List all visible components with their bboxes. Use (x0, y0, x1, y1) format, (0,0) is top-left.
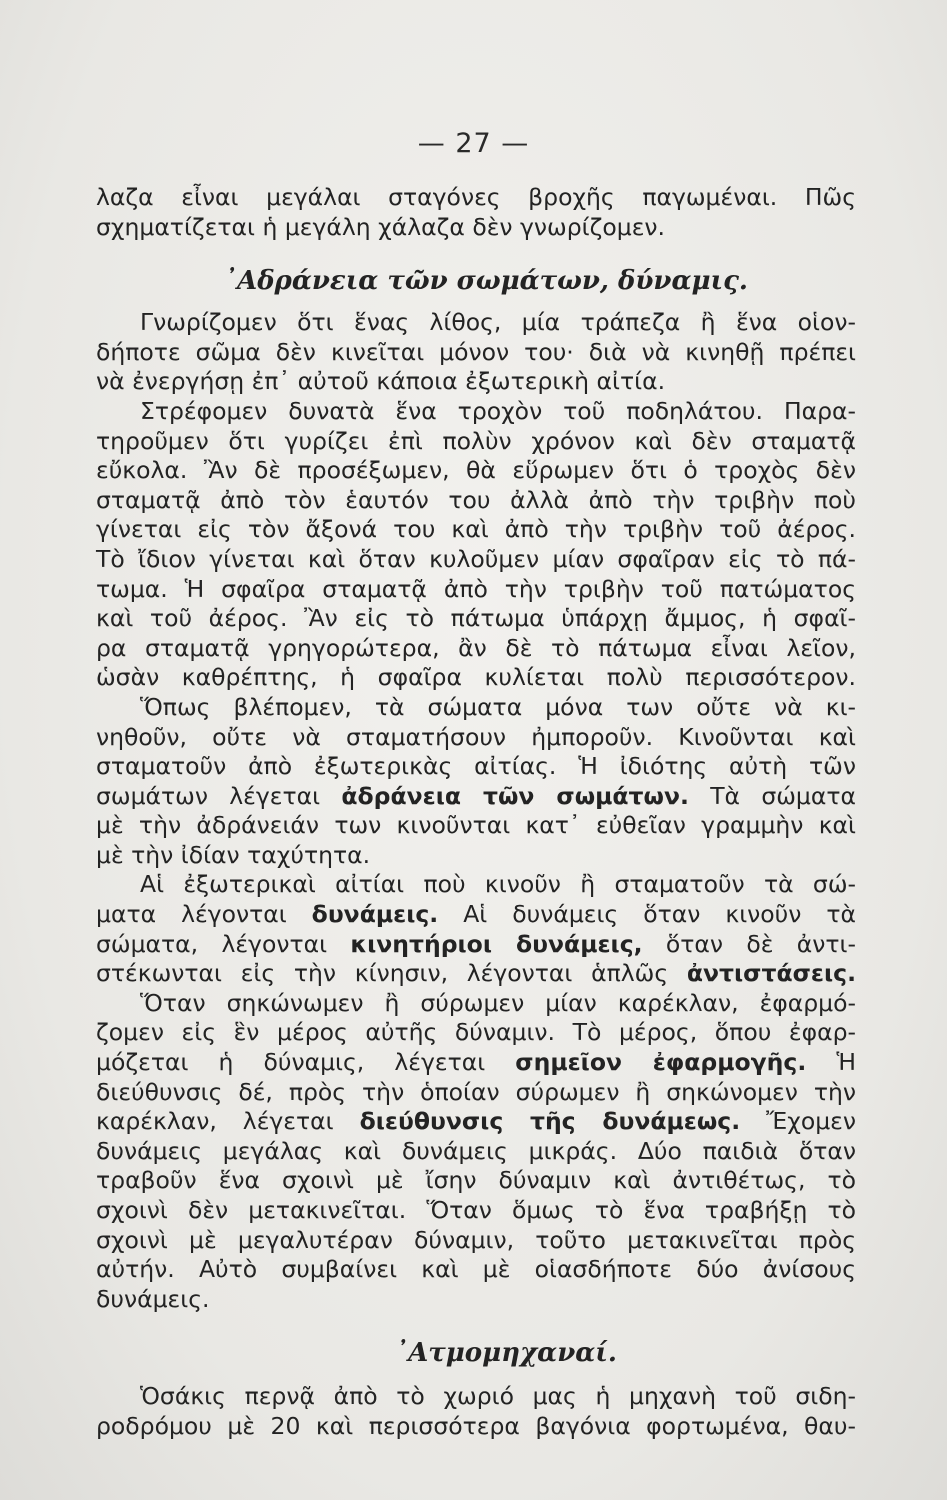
text-line: νὰ ἐνεργήσῃ ἐπ᾿ αὐτοῦ κάποια ἐξωτερικὴ αἰτία. (96, 367, 666, 396)
text-line: δήποτε σῶμα δὲν κινεῖται μόνον του· διὰ νὰ κινηθῇ πρέπει (96, 337, 856, 366)
text-line (96, 782, 856, 812)
text-line (96, 959, 856, 989)
text-run: σώματα, λέγονται (96, 929, 351, 958)
text-run: σωμάτων λέγεται (96, 781, 342, 810)
text-run: Ἡ (806, 1048, 857, 1077)
text-line: λαζα εἶναι μεγάλαι σταγόνες βροχῆς παγωμέναι. Πῶς (96, 183, 856, 211)
text-line: μὲ τὴν ἀδράνειάν των κινοῦνται κατ᾿ εὐθεῖαν γραμμὴν καὶ (96, 811, 856, 840)
text-line: σχηματίζεται ἡ μεγάλη χάλαζα δὲν γνωρίζομεν. (96, 212, 666, 241)
term-inertia: ἀδράνεια τῶν σωμάτων. (341, 781, 689, 810)
text-line: Ὁσάκις περνᾷ ἀπὸ τὸ χωριό μας ἡ μηχανὴ τοῦ σιδη- (140, 1382, 856, 1411)
term-forces: δυνάμεις. (311, 900, 439, 929)
text-line: Ὅταν σηκώνωμεν ἢ σύρωμεν μίαν καρέκλαν, ἐφαρμό- (140, 988, 856, 1017)
text-line (96, 930, 856, 960)
text-line: δυνάμεις μεγάλας καὶ δυνάμεις μικράς. Δύο παιδιὰ ὅταν (96, 1136, 856, 1165)
text-line: Ὅπως βλέπομεν, τὰ σώματα μόνα των οὔτε νὰ κι- (140, 692, 856, 721)
text-run: ματα λέγονται (96, 900, 312, 929)
text-line: Στρέφομεν δυνατὰ ἕνα τροχὸν τοῦ ποδηλάτου. Παρα- (140, 396, 856, 425)
text-run: Τὰ σώματα (688, 781, 856, 810)
text-line: τηροῦμεν ὅτι γυρίζει ἐπὶ πολὺν χρόνον καὶ δὲν σταματᾷ (96, 426, 856, 455)
text-run: Αἱ δυνάμεις ὅταν κινοῦν τὰ (438, 900, 856, 929)
text-line: διεύθυνσις δέ, πρὸς τὴν ὁποίαν σύρωμεν ἢ σηκώνομεν τὴν (96, 1077, 856, 1106)
text-run: στέκωνται εἰς τὴν κίνησιν, λέγονται ἁπλῶς (96, 959, 687, 988)
text-line: αὐτήν. Αὐτὸ συμβαίνει καὶ μὲ οἱασδήποτε δύο ἀνίσους (96, 1255, 856, 1284)
text-line: τραβοῦν ἕνα σχοινὶ μὲ ἴσην δύναμιν καὶ ἀντιθέτως, τὸ (96, 1166, 856, 1195)
term-resistances: ἀντιστάσεις. (686, 959, 856, 988)
text-line: σχοινὶ δὲν μετακινεῖται. Ὅταν ὅμως τὸ ἕνα τραβήξῃ τὸ (96, 1196, 856, 1224)
text-line: τωμα. Ἡ σφαῖρα σταματᾷ ἀπὸ τὴν τριβὴν τοῦ πατώματος (96, 574, 856, 603)
text-block (96, 183, 856, 1442)
text-line: σχοινὶ μὲ μεγαλυτέραν δύναμιν, τοῦτο μετακινεῖται πρὸς (96, 1225, 856, 1254)
section-heading-inertia: ᾿Αδράνεια τῶν σωμάτων, δύναμις. (224, 266, 748, 297)
text-line: ζομεν εἰς ἓν μέρος αὐτῆς δύναμιν. Τὸ μέρος, ὅπου ἐφαρ- (96, 1018, 856, 1047)
text-line: σταματᾷ ἀπὸ τὸν ἑαυτόν του ἀλλὰ ἀπὸ τὴν τριβὴν ποὺ (96, 485, 856, 514)
text-run: ὅταν δὲ ἀντι- (642, 929, 856, 958)
text-line: δυνάμεις. (96, 1284, 210, 1313)
text-line (96, 1107, 856, 1137)
term-motive-forces: κινητήριοι δυνάμεις, (350, 929, 643, 958)
term-direction-of-force: διεύθυνσις τῆς δυνάμεως. (359, 1107, 741, 1136)
text-line: καὶ τοῦ ἀέρος. Ἂν εἰς τὸ πάτωμα ὑπάρχῃ ἄμμος, ἡ σφαῖ- (96, 604, 856, 633)
term-point-of-application: σημεῖον ἐφαρμογῆς. (515, 1048, 807, 1077)
text-line: σταματοῦν ἀπὸ ἐξωτερικὰς αἰτίας. Ἡ ἰδιότης αὐτὴ τῶν (96, 752, 856, 781)
text-line: νηθοῦν, οὔτε νὰ σταματήσουν ἠμποροῦν. Κινοῦνται καὶ (96, 722, 856, 751)
text-line: ρα σταματᾷ γρηγορώτερα, ἂν δὲ τὸ πάτωμα εἶναι λεῖον, (96, 633, 856, 662)
text-line (96, 900, 856, 930)
text-line: μὲ τὴν ἰδίαν ταχύτητα. (96, 840, 371, 869)
text-line: ὡσὰν καθρέπτης, ἡ σφαῖρα κυλίεται πολὺ περισσότερον. (96, 663, 856, 692)
text-line: Τὸ ἴδιον γίνεται καὶ ὅταν κυλοῦμεν μίαν σφαῖραν εἰς τὸ πά- (96, 544, 856, 573)
text-line: ροδρόμου μὲ 20 καὶ περισσότερα βαγόνια φορτωμένα, θαυ- (96, 1411, 856, 1440)
section-heading-steam-engines: ᾿Ατμομηχαναί. (395, 1338, 617, 1369)
text-line: Αἱ ἐξωτερικαὶ αἰτίαι ποὺ κινοῦν ἢ σταματοῦν τὰ σώ- (140, 870, 856, 899)
text-line: εὔκολα. Ἂν δὲ προσέξωμεν, θὰ εὕρωμεν ὅτι ὁ τροχὸς δὲν (96, 456, 856, 485)
page-number: — 27 — (417, 128, 530, 159)
text-line (96, 1048, 856, 1078)
text-run: καρέκλαν, λέγεται (96, 1107, 360, 1136)
text-line: Γνωρίζομεν ὅτι ἕνας λίθος, μία τράπεζα ἢ ἕνα οἱον- (140, 308, 856, 337)
text-run: μόζεται ἡ δύναμις, λέγεται (96, 1048, 516, 1077)
text-run: Ἔχομεν (740, 1107, 856, 1136)
text-line: γίνεται εἰς τὸν ἄξονά του καὶ ἀπὸ τὴν τριβὴν τοῦ ἀέρος. (96, 515, 856, 544)
